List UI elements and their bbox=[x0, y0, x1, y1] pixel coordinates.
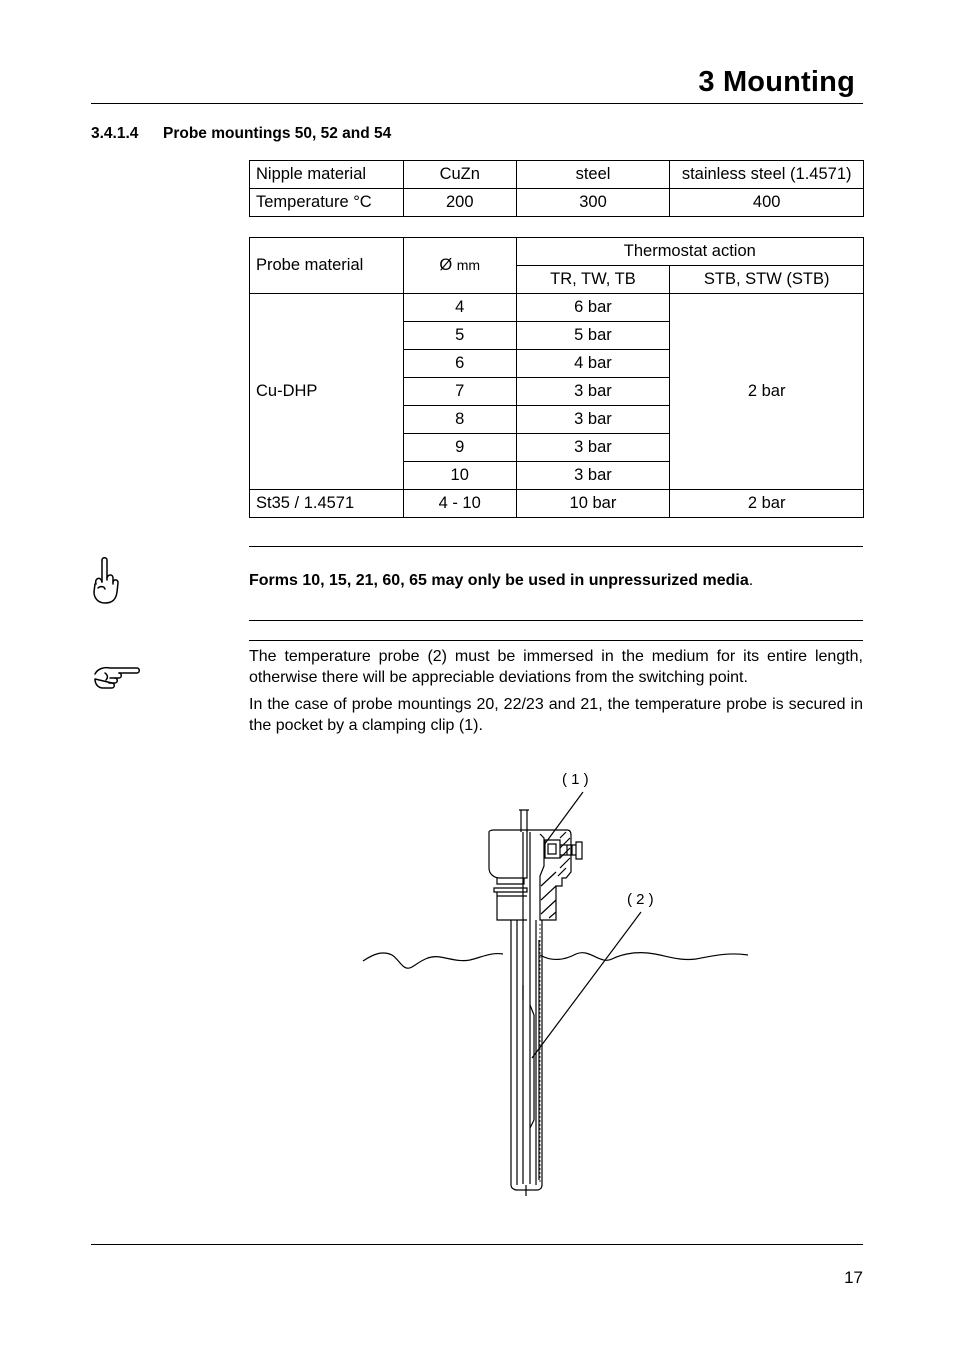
page-number: 17 bbox=[844, 1268, 863, 1287]
table-cell: CuZn bbox=[403, 161, 516, 189]
header-probe-material: Probe material bbox=[250, 238, 404, 294]
table-cell: 3 bar bbox=[516, 406, 670, 434]
table-cell: stainless steel (1.4571) bbox=[670, 161, 864, 189]
table-cell: 200 bbox=[403, 189, 516, 217]
header-thermostat-action: Thermostat action bbox=[516, 238, 863, 266]
table-cell: 3 bar bbox=[516, 462, 670, 490]
table-cell: 3 bar bbox=[516, 378, 670, 406]
header-tr-tw-tb: TR, TW, TB bbox=[516, 266, 670, 294]
table-cell: 4 - 10 bbox=[403, 490, 516, 518]
table-cell: 7 bbox=[403, 378, 516, 406]
table-cell: 3 bar bbox=[516, 434, 670, 462]
table-cell: 5 bbox=[403, 322, 516, 350]
chapter-title: 3 Mounting bbox=[698, 66, 855, 98]
footer-rule bbox=[91, 1244, 863, 1245]
table-cell: 10 bar bbox=[516, 490, 670, 518]
diameter-unit: mm bbox=[456, 257, 481, 273]
table-cell: steel bbox=[516, 161, 670, 189]
table-cell: 400 bbox=[670, 189, 864, 217]
table-cell: 9 bbox=[403, 434, 516, 462]
cell-cu-material: Cu-DHP bbox=[250, 294, 404, 490]
table-cell: Temperature °C bbox=[250, 189, 404, 217]
table-cell: Nipple material bbox=[250, 161, 404, 189]
note-end: . bbox=[748, 572, 754, 589]
table-cell: 4 bbox=[403, 294, 516, 322]
header-stb-stw: STB, STW (STB) bbox=[670, 266, 864, 294]
table-cell: 5 bar bbox=[516, 322, 670, 350]
table-cell: 6 bar bbox=[516, 294, 670, 322]
table-cell: 10 bbox=[403, 462, 516, 490]
table-cell: 8 bbox=[403, 406, 516, 434]
section-number: 3.4.1.4 bbox=[91, 125, 139, 142]
figure-label-2: ( 2 ) bbox=[627, 891, 654, 908]
info-paragraph-2: In the case of probe mountings 20, 22/23 and 21, the temperature probe is secured in the pocket by a clamping clip (1). bbox=[249, 696, 863, 734]
diameter-symbol: Ø bbox=[439, 256, 453, 274]
info-paragraph-1: The temperature probe (2) must be immersed in the medium for its entire length, otherwise there will be appreciable deviations from the switching point. bbox=[249, 648, 863, 686]
figure-label-1: ( 1 ) bbox=[562, 771, 589, 788]
table-cell: 300 bbox=[516, 189, 670, 217]
note-bold: Forms 10, 15, 21, 60, 65 may only be used in unpressurized media bbox=[249, 572, 749, 589]
table-cell: 6 bbox=[403, 350, 516, 378]
section-title: Probe mountings 50, 52 and 54 bbox=[163, 125, 392, 142]
cell-st-material: St35 / 1.4571 bbox=[250, 490, 404, 518]
table-cell: 2 bar bbox=[670, 490, 864, 518]
cell-cu-stb: 2 bar bbox=[670, 294, 864, 490]
table-cell: 4 bar bbox=[516, 350, 670, 378]
